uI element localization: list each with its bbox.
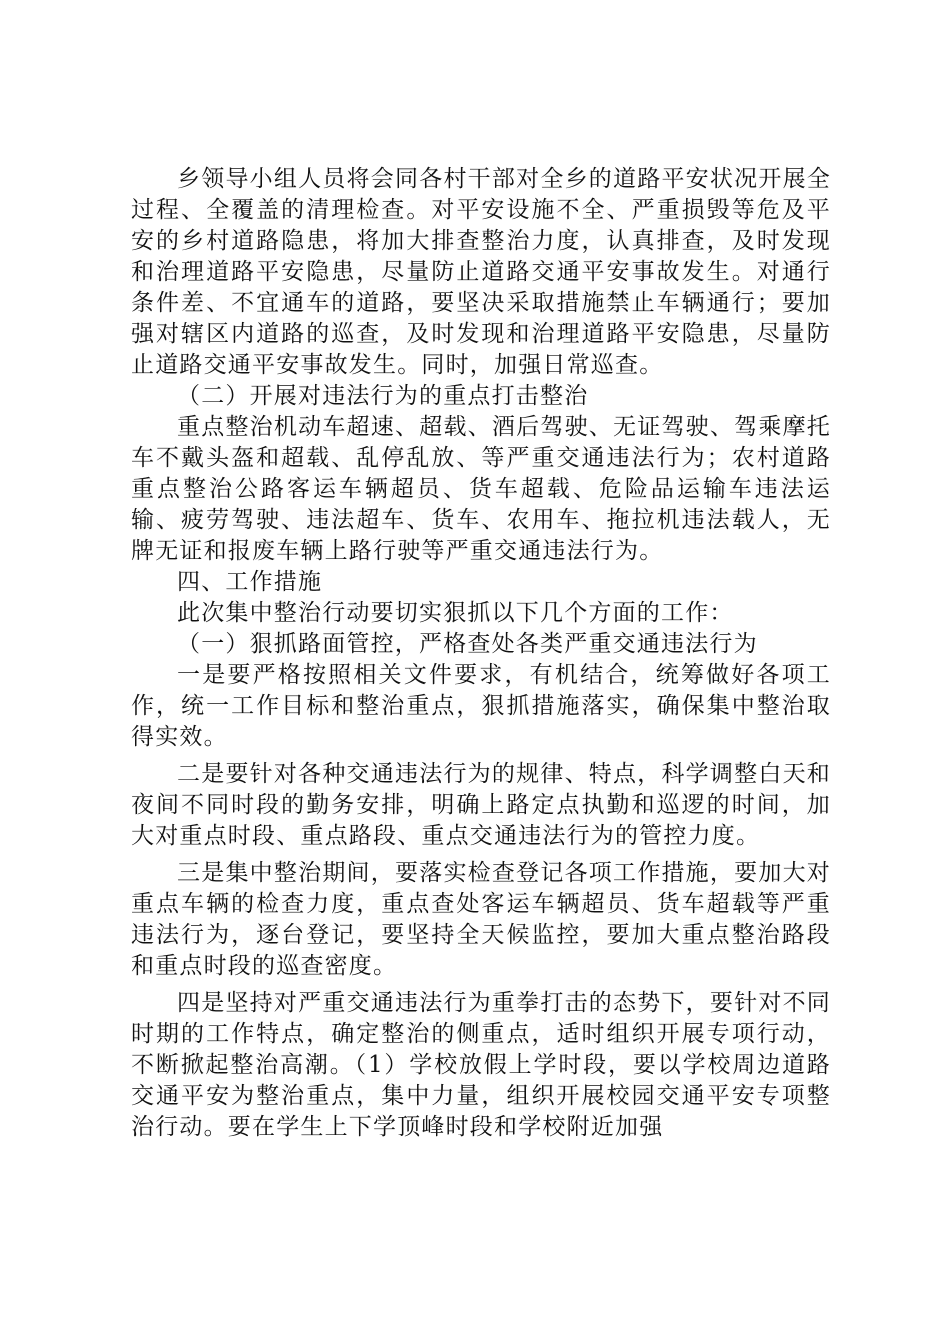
paragraph-measure-three: 三是集中整治期间，要落实检查登记各项工作措施，要加大对重点车辆的检查力度，重点查处客运车辆超员、货车超载等严重违法行为，逐台登记，要坚持全天候监控，要加大重点整治路段和重点时段的巡查密度。 [131,860,831,979]
paragraph-road-inspection: 乡领导小组人员将会同各村干部对全乡的道路平安状况开展全过程、全覆盖的清理检查。对平安设施不全、严重损毁等危及平安的乡村道路隐患，将加大排查整治力度，认真排查，及时发现和治理道路平安隐患，尽量防止道路交通平安事故发生。对通行条件差、不宜通车的道路，要坚决采取措施禁止车辆通行；要加强对辖区内道路的巡查，及时发现和治理道路平安隐患，尽量防止道路交通平安事故发生。同时，加强日常巡查。 [131,166,831,378]
paragraph-measure-one: 一是要严格按照相关文件要求，有机结合，统筹做好各项工作，统一工作目标和整治重点，狠抓措施落实，确保集中整治取得实效。 [131,662,831,750]
heading-work-measures: 四、工作措施 [177,569,323,595]
paragraph-key-violations: 重点整治机动车超速、超载、酒后驾驶、无证驾驶、驾乘摩托车不戴头盔和超载、乱停乱放、等严重交通违法行为；农村道路重点整治公路客运车辆超员、货车超载、危险品运输车违法运输、疲劳驾驶、违法超车、货车、农用车、拖拉机违法载人，无牌无证和报废车辆上路行驶等严重交通违法行为。 [131,414,831,564]
paragraph-measure-two: 二是要针对各种交通违法行为的规律、特点，科学调整白天和夜间不同时段的勤务安排，明确上路定点执勤和巡逻的时间，加大对重点时段、重点路段、重点交通违法行为的管控力度。 [131,761,831,849]
heading-illegal-behavior-crackdown: （二）开展对违法行为的重点打击整治 [177,383,589,409]
paragraph-measures-intro: 此次集中整治行动要切实狠抓以下几个方面的工作： [177,600,734,626]
document-body [131,164,831,1143]
paragraph-measure-four: 四是坚持对严重交通违法行为重拳打击的态势下，要针对不同时期的工作特点，确定整治的侧重点，适时组织开展专项行动，不断掀起整治高潮。（1）学校放假上学时段，要以学校周边道路交通平安为整治重点，集中力量，组织开展校园交通平安专项整治行动。要在学生上下学顶峰时段和学校附近加强 [131,990,831,1140]
heading-road-control: （一）狠抓路面管控，严格查处各类严重交通违法行为 [177,631,758,657]
